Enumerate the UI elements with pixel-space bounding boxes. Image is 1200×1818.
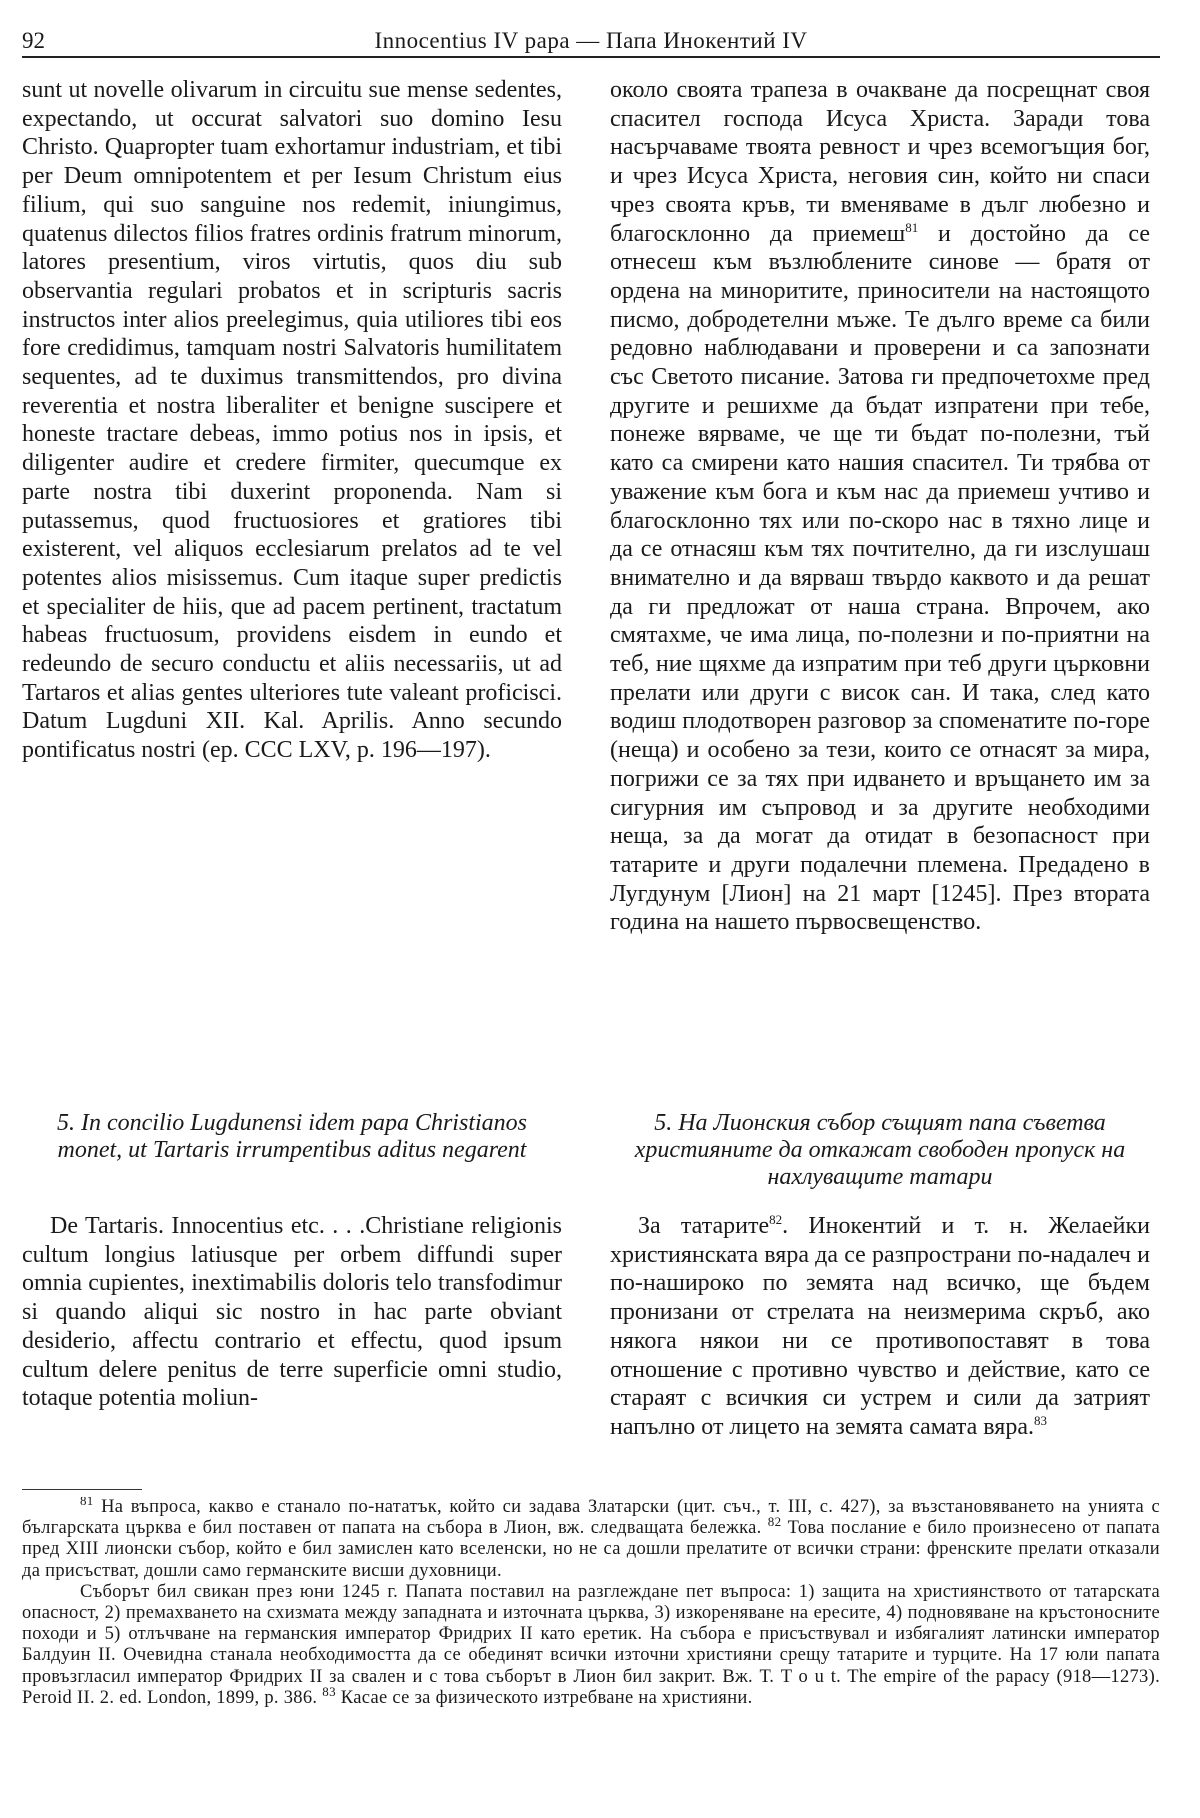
bulgarian-text-part2: и достойно да се отнесеш към възлюблените синове — братя от ордена на миноритите, приносители на настоящото писмо, добродетелни мъже. Те дълго време са били редовно наблюдавани и проверени и са запознати със Светото писание. Затова ги предпочетохме пред другите и решихме да бъдат изпратени при тебе, понеже вярваме, че ще ти бъдат по-полезни, тъй като са смирени като нашия спасител. Ти трябва от уважение към бога и към нас да приемеш учтиво и благосклонно тях или по-скоро нас в тяхно лице и да се отнасяш към тях почтително, да ги изслушаш внимателно и да вярваш твърдо каквото и да решат да ги предложат от наша страна. Впрочем, ако смятахме, че има лица, по-полезни и по-приятни на теб, ние щяхме да изпратим при теб други църковни прелати или други с висок сан. И така, след като водиш плодотворен разговор за споменатите по-горе (неща) и особено за тези, които се отнасят за мира, погрижи се за тях при идването и връщането им за сигурния им съпровод и за другите необходими неща, за да могат да отидат в безопасност при татарите и други подалечни племена. Предадено в Лугдунум [Лион] на 21 март [1245]. През втората година на нашето първосвещенство.: [610, 220, 1150, 936]
bulgarian-column-top: [610, 76, 1150, 1076]
book-page: [22, 12, 1160, 1802]
latin-column-top: [22, 76, 562, 1076]
bulgarian-column-bottom: [610, 1212, 1150, 1477]
section-5-latin-title: 5. In concilio Lugdunensi idem papa Christianos monet, ut Tartaris irrumpentibus aditus negarent: [57, 1110, 527, 1163]
section-5-bulgarian-lead: За татарите: [638, 1213, 770, 1239]
section-5-latin-text: De Tartaris. Innocentius etc. . . .Christiane religionis cultum longius latiusque per orbem diffundi super omnia cupientes, inextimabilis doloris telo transfodimur si quando aliqui sic nostro in hac parte obviant desiderio, affectu contrario et effectu, quod ipsum cultum delere penitus de terre superficie omni studio, totaque potentia moliun-: [22, 1213, 562, 1412]
footnote-83-text: Касае се за физическото изтребване на християни.: [335, 1687, 753, 1708]
footnote-82-text: Това послание е било произнесено от папата пред XIII лионски събор, който е бил замислен като вселенски, но не са дошли прелатите от всички страни: френските прелати отказали да присъстват, дошли само германските висши духовници.: [22, 1518, 1160, 1581]
page-header: [22, 20, 1160, 56]
footnote-82-continued: [22, 1582, 1160, 1709]
section-5-bulgarian-title: 5. На Лионския събор същият папа съветва християните да откажат свободен пропуск на нахлуващите татари: [634, 1110, 1126, 1190]
running-head: Innocentius IV papa — Папа Инокентий IV: [374, 28, 808, 53]
footnote-81-82: [22, 1497, 1160, 1582]
footnote-82-continued-text: Съборът бил свикан през юни 1245 г. Папата поставил на разглеждане пет въпроса: 1) защита на християнството от татарската опасност, 2) премахването на схизмата между западната и източната църква, 3) изкореняване на ересите, 4) подновяване на кръстоносните походи и 5) отлъчване на германския император Фридрих II като еретик. На събора е присъствувал и избягалият латински император Балдуин II. Очевидна станала необходимостта да се обединят всички източни християни срещу татарите и турците. На 17 юли папата провъзгласил император Фридрих II за свален и с това съборът в Лион бил закрит. Вж. Т. T o u t. The empire of the papacy (918—1273). Peroid II. 2. ed. London, 1899, p. 386.: [22, 1581, 1160, 1708]
footnote-ref-82: 82: [769, 1212, 783, 1227]
latin-column-bottom: [22, 1212, 562, 1477]
section-5-bulgarian-paragraph: [610, 1212, 1150, 1442]
bulgarian-paragraph: [610, 76, 1150, 937]
footnote-rule: [22, 1489, 142, 1490]
section-5-bulgarian-text: . Инокентий и т. н. Желаейки християнската вяра да се разпространи по-надалеч и по-нашироко по земята над всичко, ще бъдем пронизани от стрелата на неизмерима скръб, ако някога някои ни се противопоставят в това отношение с противно чувство и действие, като се стараят с всичкия си устрем и сили да затрият напълно от лицето на земята самата вяра.: [610, 1213, 1150, 1440]
footnote-81-number: 81: [80, 1497, 94, 1508]
latin-paragraph: sunt ut novelle olivarum in circuitu sue mense sedentes, expectando, ut occurat salvatori suo domino Iesu Christo. Quapropter tuam exhortamur industriam, et tibi per Deum omnipotentem et per Iesum Christum eius filium, qui suo sanguine nos redemit, iniungimus, quatenus dilectos filios fratres ordinis fratrum minorum, latores presentium, viros virtutis, quos diu sub observantia regulari probatos et in scripturis sacris instructos inter alios preelegimus, quia utiliores tibi eos fore credidimus, tamquam nostri Salvatoris humilitatem sequentes, ad te duximus transmittendos, pro divina reverentia et nostra liberaliter et benigne suscipere et honeste tractare debeas, immo potius nos in ipsis, et diligenter audire et credere firmiter, quecumque ex parte nostra tibi duxerint proponenda. Nam si putassemus, quod fructuosiores et gratiores tibi existerent, vel aliquos ecclesiarum prelatos ad te vel potentes alios misissemus. Cum itaque super predictis et specialiter de hiis, que ad pacem pertinent, tractatum habeas fructuosum, providens eisdem in eundo et redeundo de securo conductu et aliis necessariis, ut ad Tartaros et alias gentes ulteriores tute valeant proficisci. Datum Lugduni XII. Kal. Aprilis. Anno secundo pontificatus nostri (ep. CCC LXV, p. 196—197).: [22, 77, 562, 764]
footnote-ref-81: 81: [905, 219, 919, 235]
footnotes: [22, 1497, 1160, 1797]
footnote-82-number: 82: [767, 1514, 782, 1530]
page-number: 92: [22, 28, 45, 53]
footnote-81-text: На въпроса, какво е станало по-нататък, който си задава Златарски (цит. съч., т. III, с. 427), за възстановяването на унията с българската църква е бил поставен от папата на събора в Лион, вж. следващата бележка.: [22, 1497, 1160, 1539]
footnote-ref-83: 83: [1034, 1412, 1047, 1428]
footnote-83-number: 83: [322, 1683, 336, 1699]
header-rule: [22, 56, 1160, 58]
bulgarian-text-part1: около своята трапеза в очакване да посрещнат своя спасител господа Исуса Христа. Заради това насърчаваме твоята ревност и чрез всемогъщия бог, и чрез Исуса Христа, неговия син, който ни спаси чрез своята кръв, ти вменяваме в дълг любезно и благосклонно да приемеш: [610, 77, 1150, 247]
